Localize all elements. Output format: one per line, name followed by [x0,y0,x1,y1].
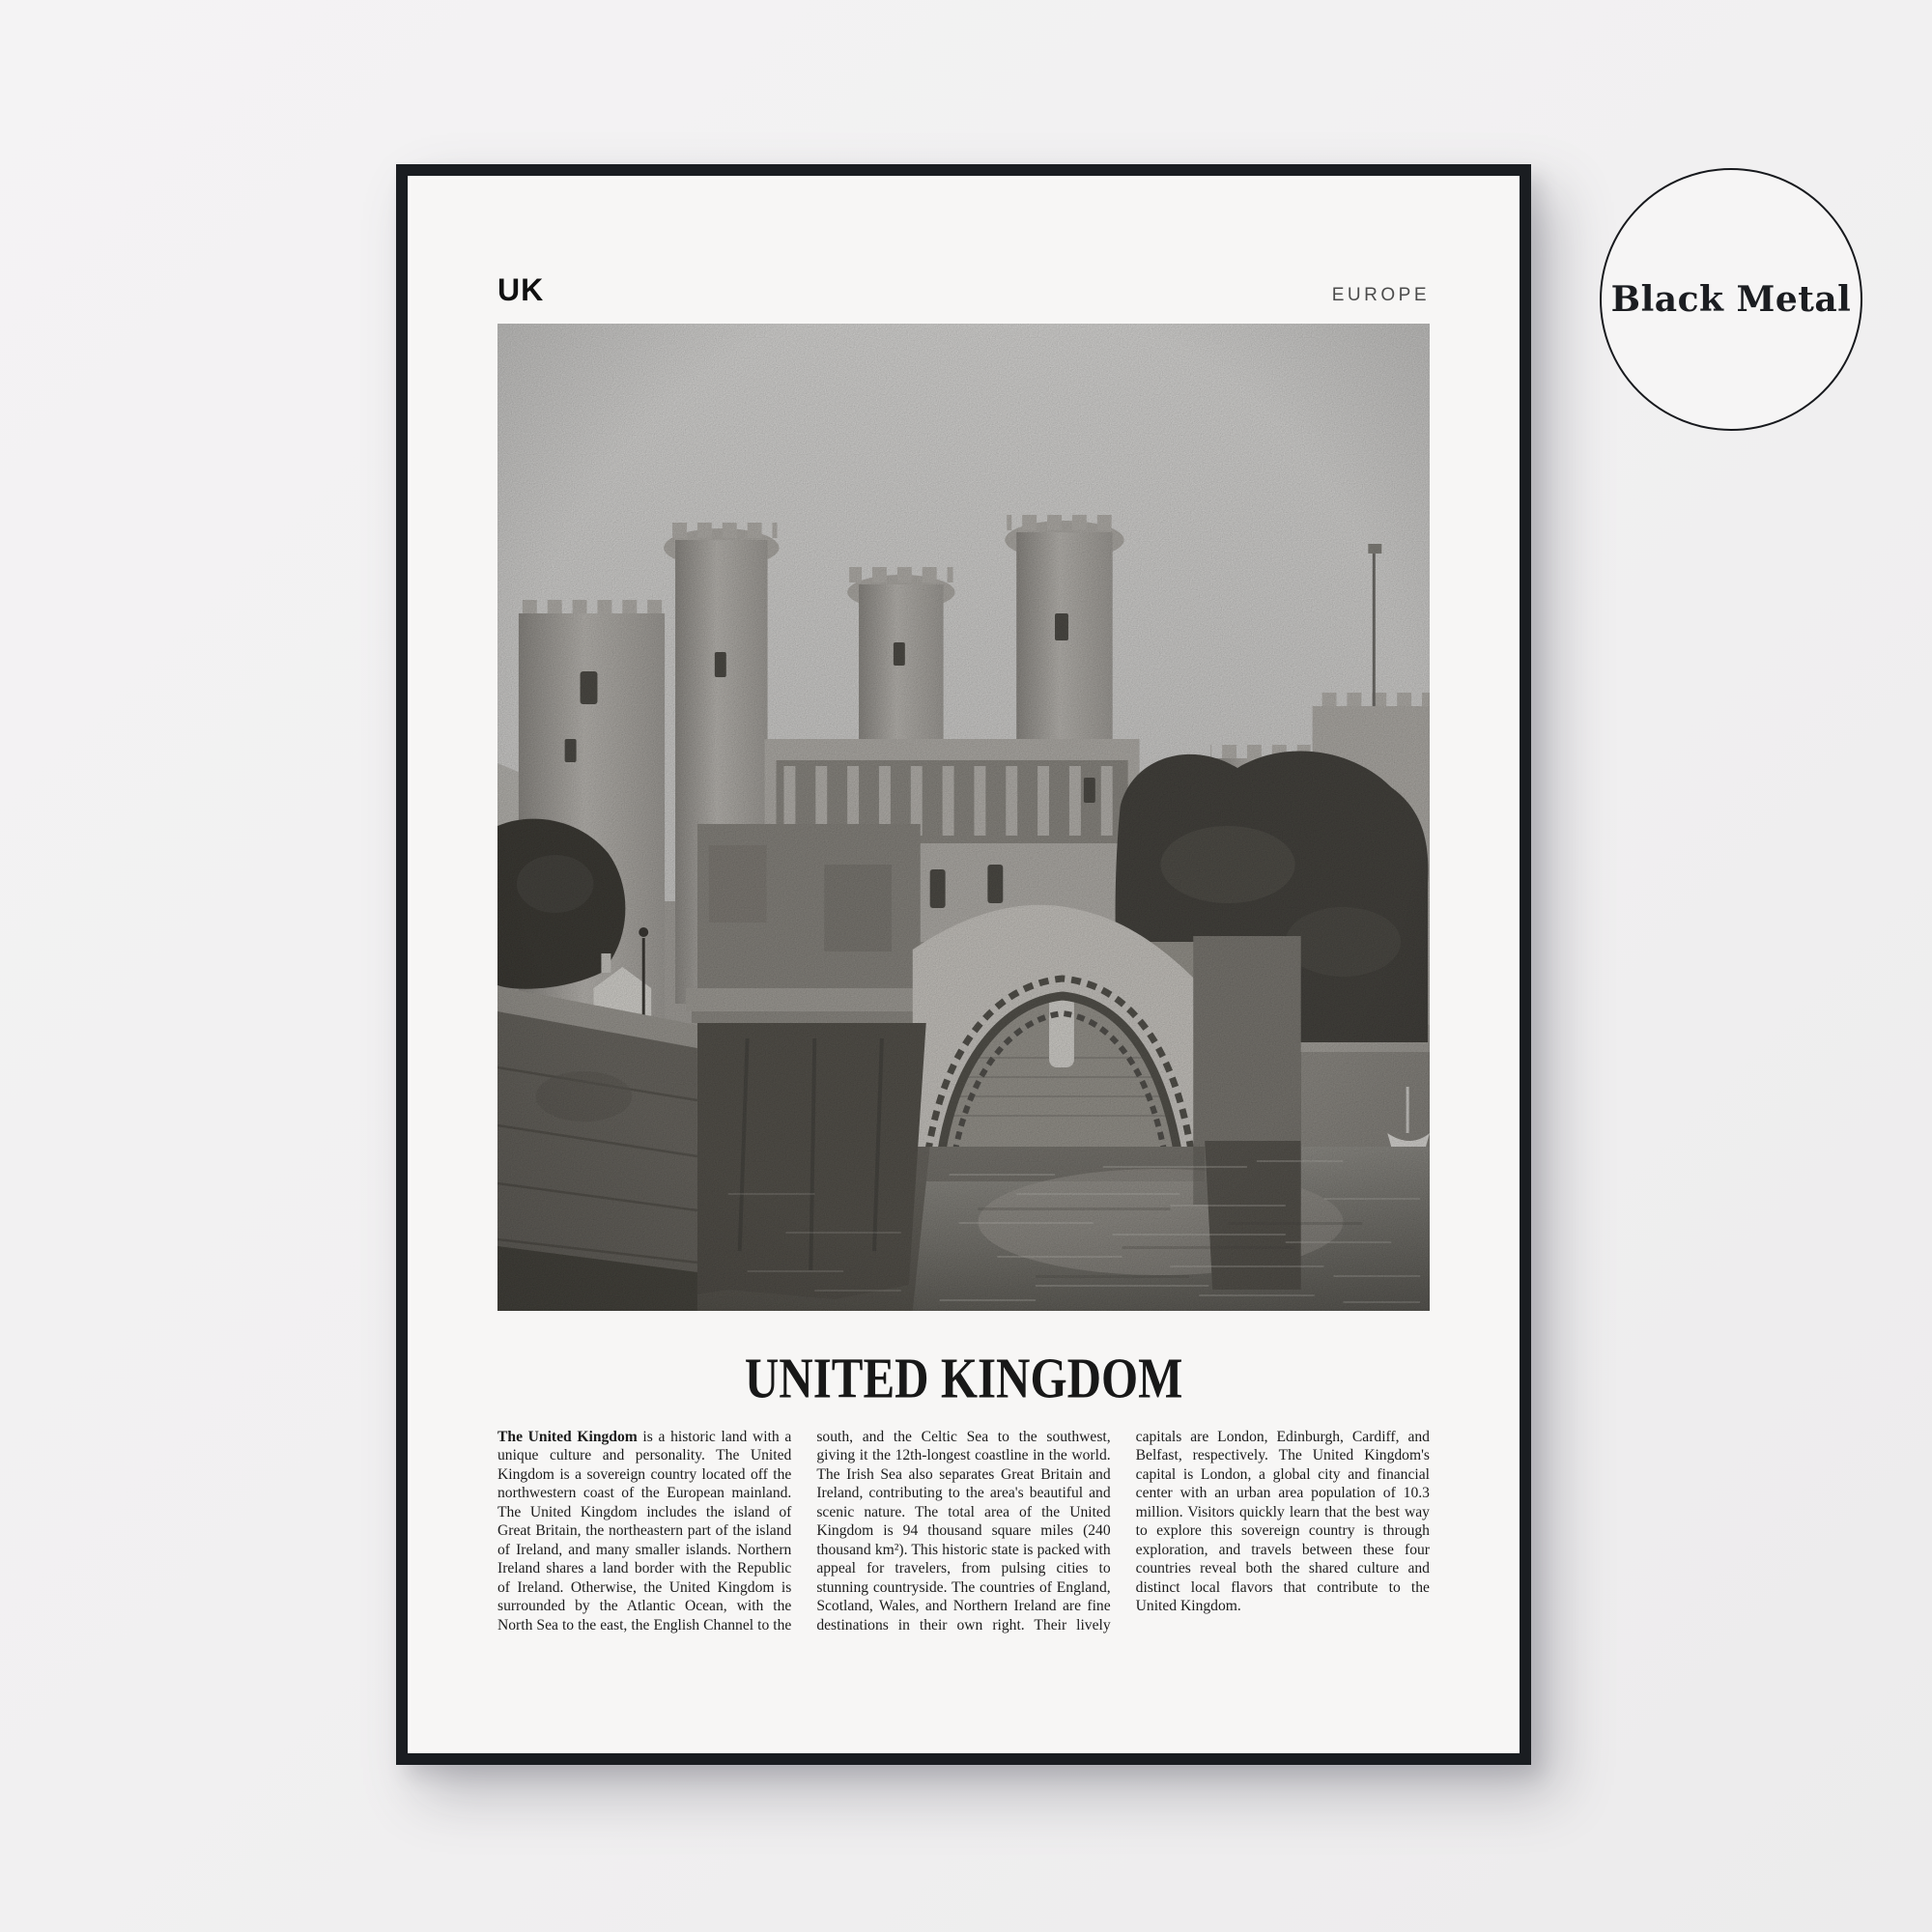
article-text: is a historic land with a unique culture and personality. The United Kingdom is a sovereign country located off the northwestern coast of the European mainland. The United Kingdom includes the island of Great Britain, the northeastern part of the island of Ireland, and many smaller islands. Northern Ireland shares a land border with the Republic of Ireland. Otherwise, the United Kingdom is surrounded by the Atlantic Ocean, with the North Sea to the east, the English Channel to the south, and the Celtic Sea to the southwest, giving it the 12th-longest coastline in the world. The Irish Sea also separates Great Britain and Ireland, contributing to the area's beautiful and scenic nature. The total area of the United Kingdom is 94 thousand square miles (240 thousand km²). This historic state is packed with appeal for travelers, from pulsing cities to stunning countryside. The countries of England, Scotland, Wales, and Northern Ireland are fine destinations in their own right. Their lively capitals are London, Edinburgh, Cardiff, and Belfast, respectively. The United Kingdom's capital is London, a global city and financial center with an urban area population of 10.3 million. Visitors quickly learn that the best way to explore this sovereign country is through exploration, and travels between these four countries reveal both the shared culture and distinct local flavors that contribute to the United Kingdom. [497,1429,1430,1634]
variant-badge-label: Black Metal [1610,279,1852,320]
article-paragraph [497,1428,1430,1634]
poster-title-row [497,1348,1430,1410]
poster-paper [411,179,1517,1750]
poster-header [497,179,1430,308]
castle-photo [497,324,1430,1311]
vignette [497,324,1430,1311]
castle-photo-illustration [497,324,1430,1311]
variant-badge [1600,168,1862,431]
article-lead: The United Kingdom [497,1429,638,1445]
region-label: EUROPE [1331,285,1430,305]
country-code-label: UK [497,272,545,307]
poster-frame [396,164,1531,1765]
poster-title: UNITED KINGDOM [744,1347,1183,1411]
article-columns [497,1428,1430,1663]
